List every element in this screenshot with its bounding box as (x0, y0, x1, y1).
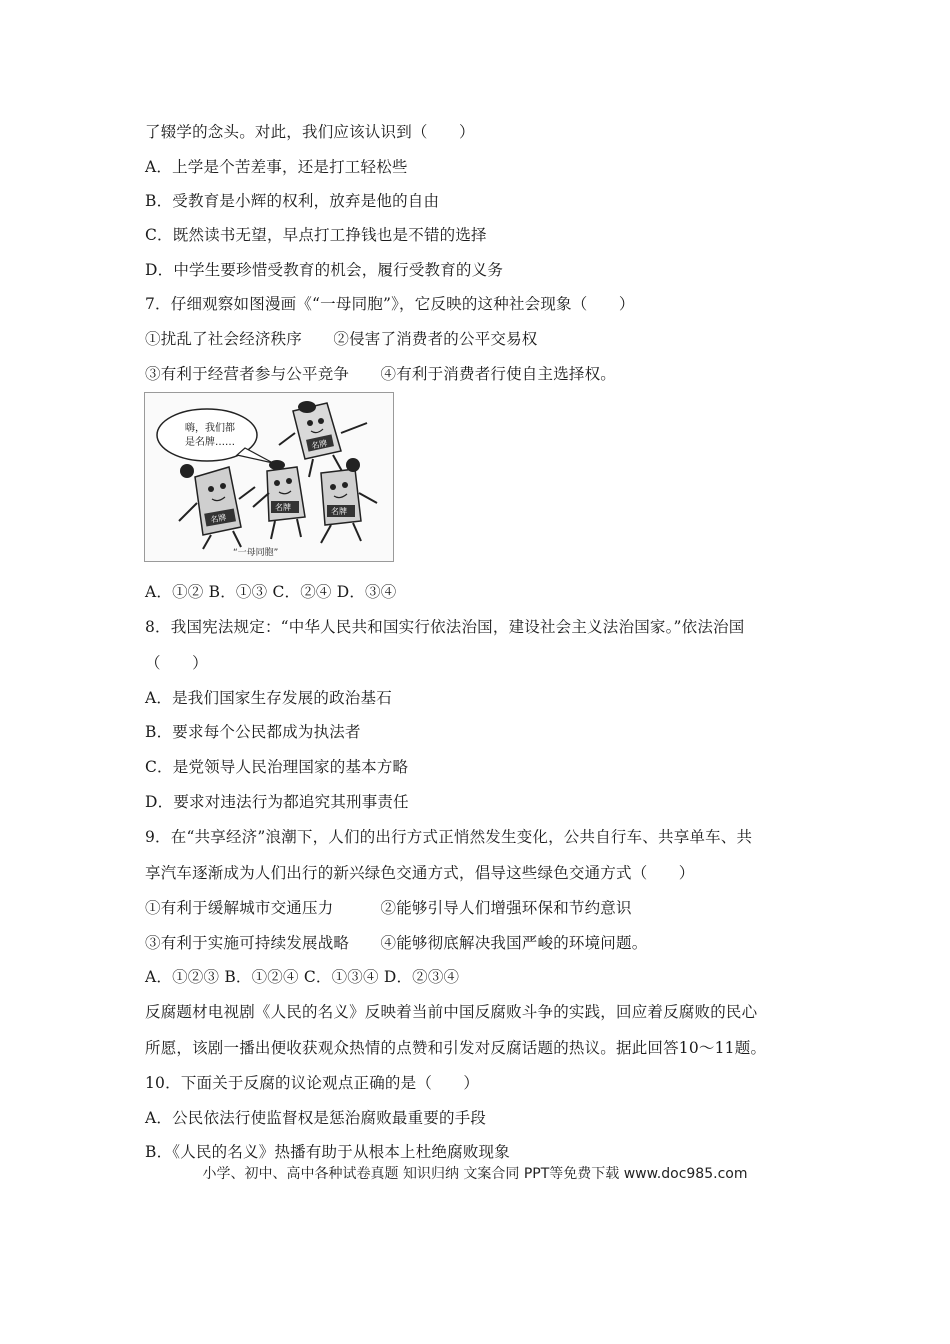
question-10: 10．下面关于反腐的议论观点正确的是（ ） (145, 1074, 480, 1092)
option-b: B．《人民的名义》热播有助于从根本上杜绝腐败现象 (145, 1143, 510, 1161)
cartoon-caption: “一母同胞” (233, 548, 279, 558)
q9-statements-2: ③有利于实施可持续发展战略 ④能够彻底解决我国严峻的环境问题。 (145, 934, 648, 952)
speech-line-2: 是名牌…… (185, 437, 235, 448)
question-8-blank: （ ） (145, 654, 208, 672)
q7-options: A．①② B．①③ C．②④ D．③④ (145, 583, 397, 601)
option-b: B．受教育是小辉的权利，放弃是他的自由 (145, 192, 440, 210)
option-d: D．要求对违法行为都追究其刑事责任 (145, 793, 409, 811)
option-d: D．中学生要珍惜受教育的机会，履行受教育的义务 (145, 261, 504, 279)
q7-statements-2: ③有利于经营者参与公平竞争 ④有利于消费者行使自主选择权。 (145, 365, 617, 383)
speech-line-1: 嗨，我们都 (185, 423, 235, 434)
option-b: B．要求每个公民都成为执法者 (145, 723, 361, 741)
svg-text:名牌: 名牌 (275, 503, 291, 512)
text-line: 了辍学的念头。对此，我们应该认识到（ ） (145, 123, 475, 141)
page-footer: 小学、初中、高中各种试卷真题 知识归纳 文案合同 PPT等免费下载 www.doc985.com (202, 1166, 748, 1182)
box-character-left (179, 464, 255, 549)
option-a: A．上学是个苦差事，还是打工轻松些 (145, 158, 408, 176)
option-c: C．既然读书无望，早点打工挣钱也是不错的选择 (145, 226, 487, 244)
box-character-right (321, 458, 377, 543)
cartoon-image (144, 392, 394, 562)
question-9: 9．在“共享经济”浪潮下，人们的出行方式正悄然发生变化，公共自行车、共享单车、共 (145, 828, 753, 846)
option-c: C．是党领导人民治理国家的基本方略 (145, 758, 409, 776)
q9-statements-1: ①有利于缓解城市交通压力 ②能够引导人们增强环保和节约意识 (145, 899, 632, 917)
option-a: A．公民依法行使监督权是惩治腐败最重要的手段 (145, 1109, 487, 1127)
box-character-middle (253, 460, 305, 539)
q9-options: A．①②③ B．①②④ C．①③④ D．②③④ (145, 968, 460, 986)
svg-text:名牌: 名牌 (331, 507, 347, 516)
material-text-2: 所愿，该剧一播出便收获观众热情的点赞和引发对反腐话题的热议。据此回答10～11题。 (145, 1039, 767, 1057)
svg-text:名牌: 名牌 (310, 438, 329, 451)
q7-statements-1: ①扰乱了社会经济秩序 ②侵害了消费者的公平交易权 (145, 330, 538, 348)
question-8: 8．我国宪法规定：“中华人民共和国实行依法治国，建设社会主义法治国家。”依法治国 (145, 618, 745, 636)
svg-text:名牌: 名牌 (209, 513, 227, 525)
material-text-1: 反腐题材电视剧《人民的名义》反映着当前中国反腐败斗争的实践，回应着反腐败的民心 (145, 1003, 758, 1021)
question-7: 7．仔细观察如图漫画《“一母同胞”》，它反映的这种社会现象（ ） (145, 295, 635, 313)
option-a: A．是我们国家生存发展的政治基石 (145, 689, 392, 707)
question-9-cont: 享汽车逐渐成为人们出行的新兴绿色交通方式，倡导这些绿色交通方式（ ） (145, 864, 695, 882)
